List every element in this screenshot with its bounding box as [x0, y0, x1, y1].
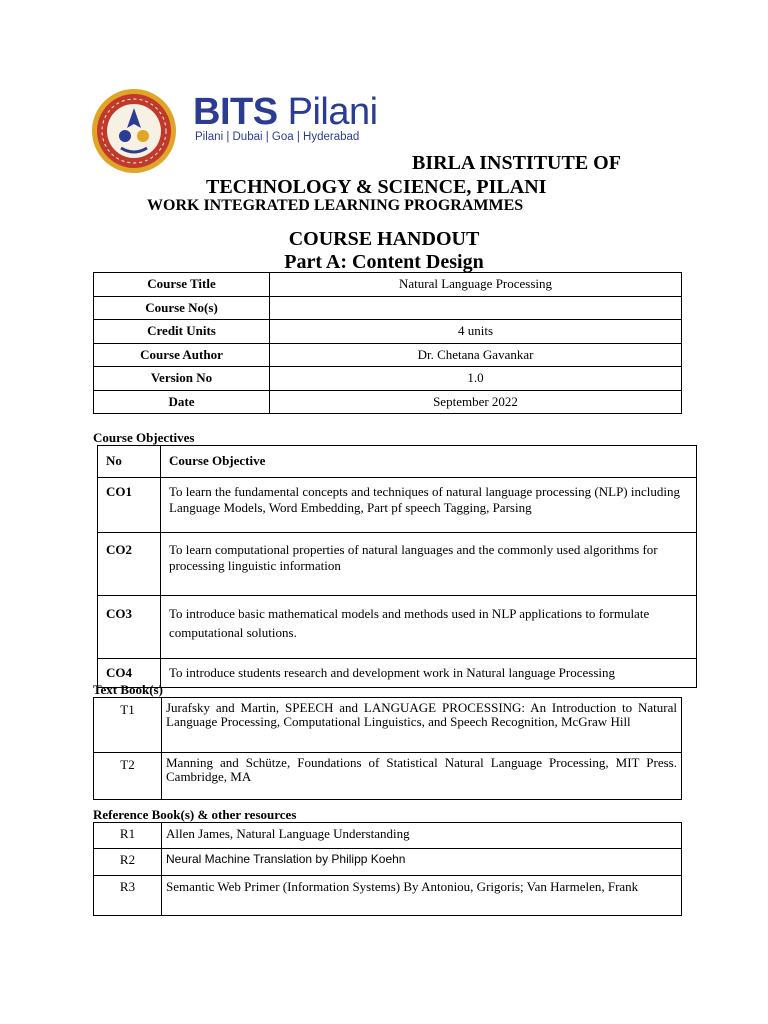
institute-name-line1: BIRLA INSTITUTE OF	[412, 152, 621, 174]
course-no-label: Course No(s)	[94, 296, 270, 320]
objective-text: To introduce students research and development work in Natural language Processing	[161, 659, 697, 688]
course-info-table	[93, 272, 682, 414]
reference-citation: Allen James, Natural Language Understanding	[162, 823, 682, 849]
book-id: T2	[94, 753, 162, 800]
objective-no: CO1	[98, 478, 161, 533]
credit-units-label: Credit Units	[94, 320, 270, 344]
objective-text: To introduce basic mathematical models and methods used in NLP applications to formulate computational solutions.	[161, 596, 697, 659]
date-value: September 2022	[270, 390, 682, 414]
book-citation: Jurafsky and Martin, SPEECH and LANGUAGE PROCESSING: An Introduction to Natural Language Processing, Computational Linguistics, and Speech Recognition, McGraw Hill	[162, 698, 682, 753]
reference-id: R2	[94, 849, 162, 876]
table-row	[94, 876, 682, 916]
course-objectives-heading: Course Objectives	[93, 430, 195, 445]
table-row	[94, 273, 682, 297]
col-no-header: No	[98, 446, 161, 478]
col-objective-header: Course Objective	[161, 446, 697, 478]
institute-seal-logo	[91, 88, 177, 174]
course-author-label: Course Author	[94, 343, 270, 367]
objective-no: CO2	[98, 533, 161, 596]
reference-citation: Neural Machine Translation by Philipp Koehn	[162, 849, 682, 876]
brand-bits: BITS	[193, 91, 278, 133]
document-title: COURSE HANDOUT	[288, 228, 480, 250]
reference-id: R1	[94, 823, 162, 849]
table-row	[94, 753, 682, 800]
brand-tagline: Pilani | Dubai | Goa | Hyderabad	[195, 131, 360, 143]
objective-text: To learn the fundamental concepts and techniques of natural language processing (NLP) including Language Models, Word Embedding, Part pf speech Tagging, Parsing	[161, 478, 697, 533]
table-row	[94, 823, 682, 849]
programme-name: WORK INTEGRATED LEARNING PROGRAMMES	[147, 197, 524, 214]
brand-wordmark	[193, 92, 378, 132]
text-books-heading: Text Book(s)	[93, 682, 163, 697]
book-id: T1	[94, 698, 162, 753]
table-row	[94, 390, 682, 414]
table-row	[98, 478, 697, 533]
reference-books-table	[93, 822, 682, 916]
part-title: Part A: Content Design	[284, 251, 484, 273]
table-row	[94, 367, 682, 391]
objective-no: CO3	[98, 596, 161, 659]
date-label: Date	[94, 390, 270, 414]
table-row	[98, 596, 697, 659]
text-books-table	[93, 697, 682, 800]
credit-units-value: 4 units	[270, 320, 682, 344]
objective-text: To learn computational properties of natural languages and the commonly used algorithms for processing linguistic information	[161, 533, 697, 596]
version-no-value: 1.0	[270, 367, 682, 391]
reference-citation: Semantic Web Primer (Information Systems) By Antoniou, Grigoris; Van Harmelen, Frank	[162, 876, 682, 916]
course-author-value: Dr. Chetana Gavankar	[270, 343, 682, 367]
course-no-value	[270, 296, 682, 320]
course-title-value: Natural Language Processing	[270, 273, 682, 297]
institute-name-line2: TECHNOLOGY & SCIENCE, PILANI	[206, 176, 547, 198]
objective-no: CO4	[98, 659, 161, 688]
table-row	[98, 533, 697, 596]
table-row	[94, 343, 682, 367]
brand-pilani: Pilani	[277, 91, 378, 133]
reference-books-heading: Reference Book(s) & other resources	[93, 807, 297, 822]
course-objectives-table	[97, 445, 697, 688]
table-row	[98, 659, 697, 688]
table-header-row	[98, 446, 697, 478]
course-title-label: Course Title	[94, 273, 270, 297]
table-row	[94, 296, 682, 320]
reference-id: R3	[94, 876, 162, 916]
table-row	[94, 698, 682, 753]
version-no-label: Version No	[94, 367, 270, 391]
table-row	[94, 320, 682, 344]
book-citation: Manning and Schütze, Foundations of Statistical Natural Language Processing, MIT Press. Cambridge, MA	[162, 753, 682, 800]
table-row	[94, 849, 682, 876]
